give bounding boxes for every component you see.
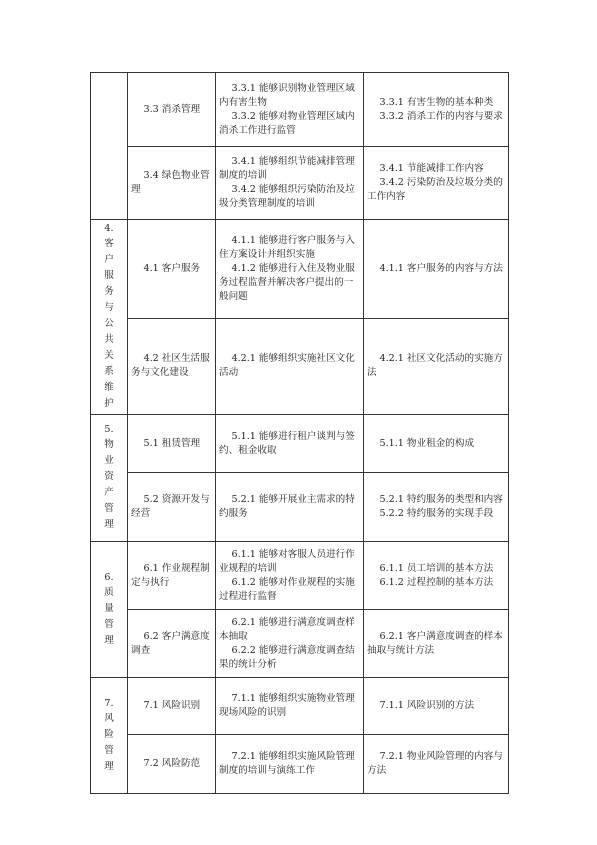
skill-requirement-cell: 6.1.1 能够对客服人员进行作业规程的培训 6.1.2 能够对作业规程的实施过程进行监督 [216, 542, 364, 610]
related-knowledge-cell: 3.4.1 节能减排工作内容 3.4.2 污染防治及垃圾分类的工作内容 [364, 147, 509, 220]
work-content-cell: 4.2 社区生活服务与文化建设 [128, 318, 216, 414]
table-row [91, 318, 509, 414]
related-knowledge-cell: 7.1.1 风险识别的方法 [364, 678, 509, 735]
skill-requirements-table [90, 72, 509, 794]
table-row [91, 473, 509, 542]
skill-requirement-cell: 5.1.1 能够进行租户谈判与签约、租金收取 [216, 415, 364, 473]
related-knowledge-cell: 6.2.1 客户满意度调查的样本抽取与统计方法 [364, 610, 509, 678]
work-content-cell: 6.2 客户满意度调查 [128, 610, 216, 678]
skill-requirement-cell: 4.1.1 能够进行客户服务与入住方案设计并组织实施 4.1.2 能够进行入住及物业服务过程监督并解决客户提出的一般问题 [216, 220, 364, 319]
work-content-cell: 3.4 绿色物业管理 [128, 147, 216, 220]
skill-requirement-cell: 3.3.1 能够识别物业管理区域内有害生物 3.3.2 能够对物业管理区域内消杀工作进行监管 [216, 73, 364, 147]
skill-requirement-cell: 7.2.1 能够组织实施风险管理制度的培训与演练工作 [216, 735, 364, 794]
function-cell: 7. 风险管理 [91, 678, 128, 794]
function-cell [91, 73, 128, 220]
function-cell: 6. 质量管理 [91, 542, 128, 678]
table-row [91, 678, 509, 735]
related-knowledge-cell: 4.2.1 社区文化活动的实施方法 [364, 318, 509, 414]
table-row [91, 220, 509, 319]
related-knowledge-cell: 5.1.1 物业租金的构成 [364, 415, 509, 473]
work-content-cell: 5.2 资源开发与经营 [128, 473, 216, 542]
work-content-cell: 3.3 消杀管理 [128, 73, 216, 147]
related-knowledge-cell: 6.1.1 员工培训的基本方法 6.1.2 过程控制的基本方法 [364, 542, 509, 610]
skill-requirement-cell: 7.1.1 能够组织实施物业管理现场风险的识别 [216, 678, 364, 735]
related-knowledge-cell: 5.2.1 特约服务的类型和内容 5.2.2 特约服务的实现手段 [364, 473, 509, 542]
function-cell: 4. 客户服务与公共关系维护 [91, 220, 128, 415]
work-content-cell: 5.1 租赁管理 [128, 415, 216, 473]
work-content-cell: 7.2 风险防范 [128, 735, 216, 794]
work-content-cell: 7.1 风险识别 [128, 678, 216, 735]
table-row [91, 542, 509, 610]
related-knowledge-cell: 4.1.1 客户服务的内容与方法 [364, 220, 509, 319]
table-row [91, 73, 509, 147]
related-knowledge-cell: 3.3.1 有害生物的基本种类 3.3.2 消杀工作的内容与要求 [364, 73, 509, 147]
table-row [91, 415, 509, 473]
function-cell: 5. 物业资产管理 [91, 415, 128, 542]
skill-requirement-cell: 4.2.1 能够组织实施社区文化活动 [216, 318, 364, 414]
work-content-cell: 6.1 作业规程制定与执行 [128, 542, 216, 610]
table-row [91, 610, 509, 678]
skill-requirement-cell: 3.4.1 能够组织节能减排管理制度的培训 3.4.2 能够组织污染防治及垃圾分类管理制度的培训 [216, 147, 364, 220]
work-content-cell: 4.1 客户服务 [128, 220, 216, 319]
table-row [91, 147, 509, 220]
table-row [91, 735, 509, 794]
skill-requirement-cell: 6.2.1 能够进行满意度调查样本抽取 6.2.2 能够进行满意度调查结果的统计分析 [216, 610, 364, 678]
skill-requirement-cell: 5.2.1 能够开展业主需求的特约服务 [216, 473, 364, 542]
related-knowledge-cell: 7.2.1 物业风险管理的内容与方法 [364, 735, 509, 794]
